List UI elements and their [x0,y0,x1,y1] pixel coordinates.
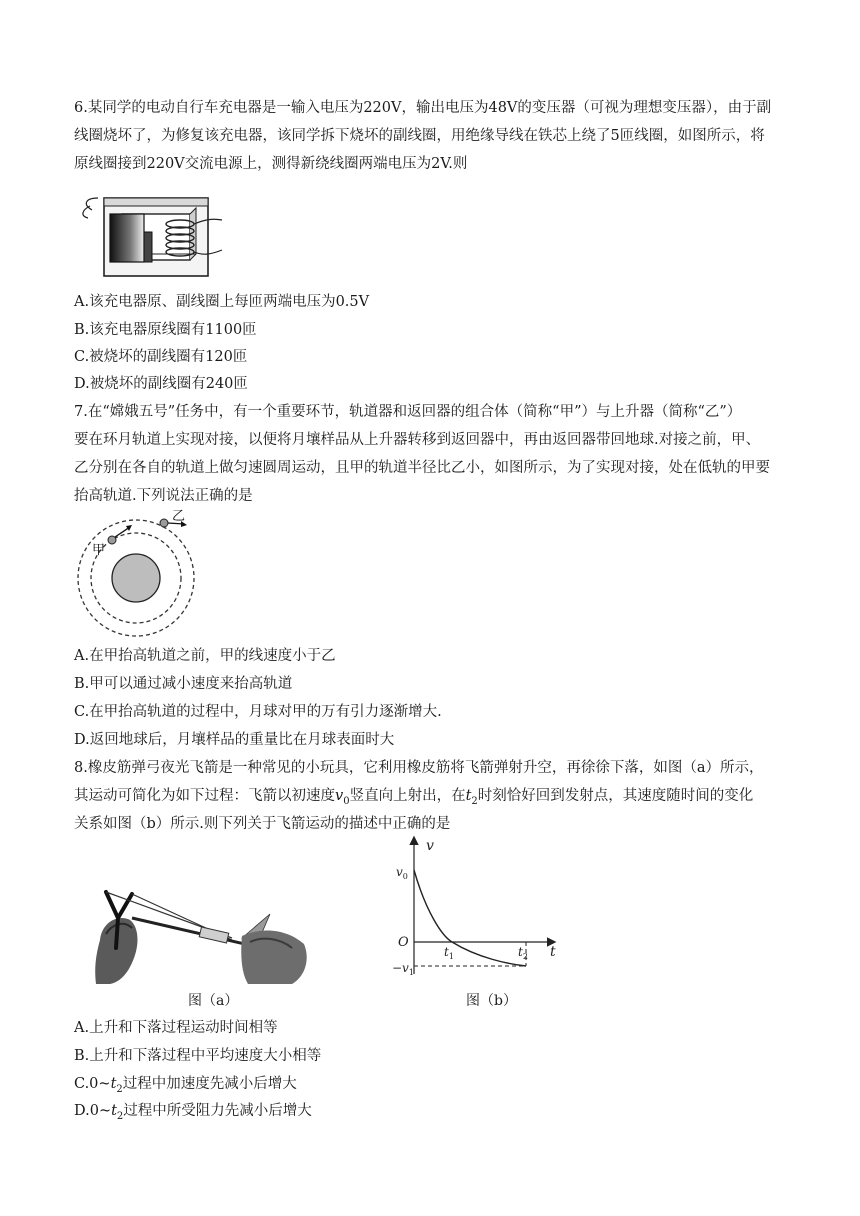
t-axis-label: t [550,944,556,960]
t1-label: $t_1$ [444,945,454,961]
slingshot-photo [92,878,310,984]
caption-figure-b: 图（b） [466,993,517,1009]
q6-option-d: D.被烧坏的副线圈有240匝 [74,376,248,392]
q6-stem-line-1: 6.某同学的电动自行车充电器是一输入电压为220V，输出电压为48V的变压器（可视为理想变压器），由于副 [74,100,772,116]
q8-option-a: A.上升和下落过程运动时间相等 [74,1020,278,1036]
vt-graph [368,832,568,982]
q8-option-d: $D.0\sim t_2$过程中所受阻力先减小后增大 [74,1103,312,1122]
q8-option-c: $C.0\sim t_2$过程中加速度先减小后增大 [74,1076,297,1095]
q7-stem-line-4: 抬高轨道.下列说法正确的是 [74,488,253,504]
orbit-figure [74,508,204,640]
q6-option-c: C.被烧坏的副线圈有120匝 [74,349,248,365]
v-axis-label: v [426,838,434,854]
primary-lead-wire-2 [86,198,98,210]
primary-coil [110,214,144,262]
velocity-curve [414,870,526,966]
q8-option-b: B.上升和下落过程中平均速度大小相等 [74,1048,322,1064]
q7-stem-line-2: 要在环月轨道上实现对接，以便将月壤样品从上升器转移到返回器中，再由返回器带回地球.对接之前，甲、 [74,432,761,448]
q8-stem-line-2: 其运动可简化为如下过程：飞箭以初速度$v_0$竖直向上射出，在$t_2$时刻恰好回到发射点，其速度随时间的变化 [74,788,754,807]
neg-v1-label: $-v_1$ [392,961,414,977]
transformer-figure [76,184,226,284]
q6-stem-line-2: 线圈烧坏了，为修复该充电器，该同学拆下烧坏的副线圈，用绝缘导线在铁芯上绕了5匝线圈，如图所示，将 [74,128,765,144]
moon [112,554,160,602]
q7-stem-line-3: 乙分别在各自的轨道上做匀速圆周运动，且甲的轨道半径比乙小，如图所示，为了实现对接，处在低轨的甲要 [74,460,770,476]
satellite-yi [160,519,168,527]
q7-option-a: A.在甲抬高轨道之前，甲的线速度小于乙 [74,648,336,664]
q7-option-d: D.返回地球后，月壤样品的重量比在月球表面时大 [74,732,395,748]
v0-label: $v_0$ [396,865,408,881]
q6-stem-line-3: 原线圈接到220V交流电源上，测得新绕线圈两端电压为2V.则 [74,156,468,172]
q7-option-c: C.在甲抬高轨道的过程中，月球对甲的万有引力逐渐增大. [74,704,442,720]
q6-option-b: B.该充电器原线圈有1100匝 [74,322,257,338]
q7-stem-line-1: 7.在“嫦娥五号”任务中，有一个重要环节，轨道器和返回器的组合体（简称“甲”）与上升器（简称“乙”） [74,404,742,420]
origin-label: O [398,935,409,950]
caption-figure-a: 图（a） [188,993,239,1009]
velocity-arrow-jia [126,525,132,531]
q8-stem-line-1: 8.橡皮筋弹弓夜光飞箭是一种常见的小玩具，它利用橡皮筋将飞箭弹射升空，再徐徐下落，如图（a）所示， [74,760,764,776]
q8-stem-line-3: 关系如图（b）所示.则下列关于飞箭运动的描述中正确的是 [74,816,451,832]
satellite-jia [108,536,116,544]
q6-option-a: A.该充电器原、副线圈上每匝两端电压为0.5V [74,294,370,310]
q7-option-b: B.甲可以通过减小速度来抬高轨道 [74,676,293,692]
label-jia: 甲 [92,543,106,558]
label-yi: 乙 [172,509,186,524]
t2-label: $t_2$ [518,945,528,961]
